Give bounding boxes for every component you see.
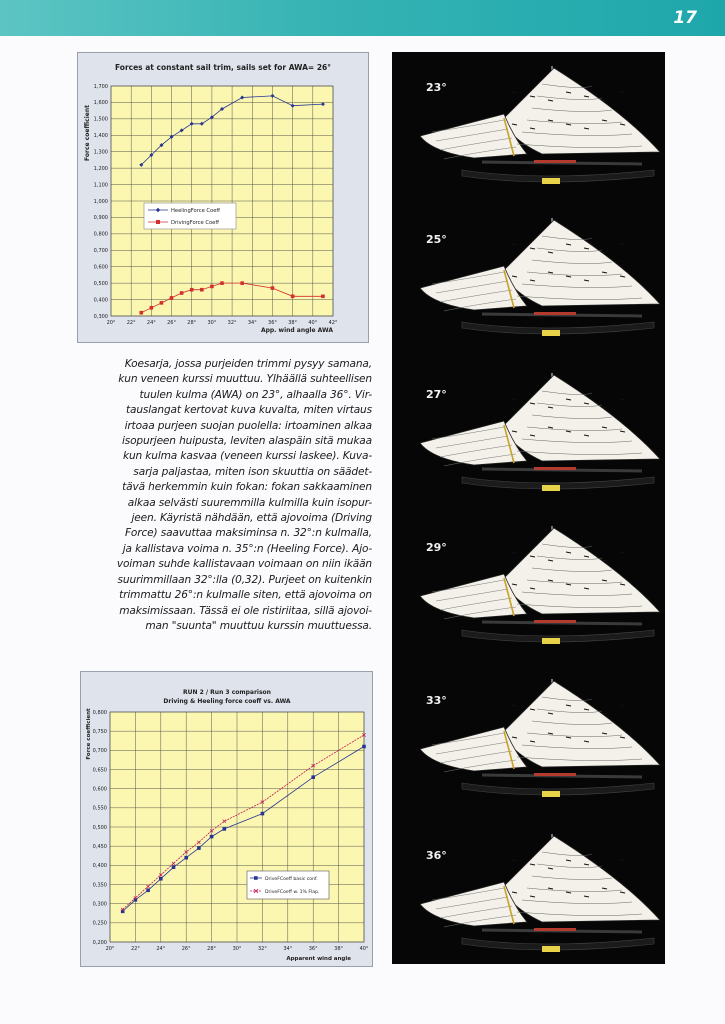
x-tick-label: 36°	[268, 320, 277, 326]
data-point	[159, 877, 163, 881]
chart1-legend	[144, 203, 236, 229]
boom-detail	[534, 773, 576, 776]
tell-tale	[620, 705, 625, 706]
y-tick-label: 1,200	[93, 165, 108, 172]
body-line: alkaa selvästi suuremmilla kulmilla kuin isopur-	[127, 496, 372, 509]
data-point	[197, 846, 201, 850]
x-tick-label: 24°	[146, 320, 156, 326]
x-tick-label: 32°	[257, 946, 267, 952]
data-point	[146, 888, 150, 892]
x-tick-label: 32°	[227, 320, 237, 326]
name-tag	[542, 791, 560, 797]
body-line: Force) saavuttaa maksiminsa n. 32°:n kulmalla,	[124, 527, 372, 540]
data-point	[271, 286, 275, 290]
y-tick-label: 1,700	[93, 83, 108, 90]
x-tick-label: 22°	[130, 946, 140, 952]
sail-model	[420, 834, 660, 952]
y-tick-label: 0,500	[93, 280, 108, 287]
article-body	[114, 357, 372, 634]
data-point	[362, 745, 366, 749]
y-tick-label: 0,200	[92, 939, 107, 946]
x-tick-label: 38°	[288, 320, 298, 326]
data-point	[139, 311, 143, 315]
y-tick-label: 0,250	[92, 920, 107, 927]
x-tick-label: 28°	[187, 320, 197, 326]
x-tick-label: 28°	[207, 946, 217, 952]
body-line: man "suunta" muuttuu kurssin muuttuessa.	[145, 619, 372, 632]
y-tick-label: 0,350	[92, 882, 107, 889]
name-tag	[542, 485, 560, 491]
tell-tale	[620, 399, 625, 400]
y-tick-label: 0,300	[93, 313, 108, 320]
mainsail	[502, 836, 660, 922]
chart-forces-constant-trim	[77, 52, 369, 343]
chart2-legend-basic: DriveFCoeff basic conf.	[265, 877, 318, 882]
angle-label: 23°	[426, 81, 447, 94]
y-tick-label: 0,550	[92, 805, 107, 812]
photo-frame	[392, 512, 665, 652]
data-point	[240, 281, 244, 285]
sail-model-photo	[392, 665, 665, 805]
data-point	[321, 294, 325, 298]
angle-label: 27°	[426, 388, 447, 401]
data-point	[160, 301, 164, 305]
sail-model	[420, 66, 660, 184]
x-tick-label: 20°	[105, 946, 115, 952]
data-point	[223, 827, 227, 831]
body-line: kun kulma kasvaa (veneen kurssi laskee). Kuva-	[122, 450, 372, 463]
tell-tale	[512, 244, 517, 245]
x-tick-label: 30°	[207, 320, 217, 326]
body-line: voiman suhde kallistavaan voimaan on niin ikään	[116, 558, 372, 571]
x-tick-label: 34°	[247, 320, 257, 326]
boom-detail	[534, 620, 576, 623]
y-tick-label: 0,650	[92, 767, 107, 774]
angle-label: 33°	[426, 694, 447, 707]
boom-detail	[534, 312, 576, 315]
y-tick-label: 1,600	[93, 100, 108, 107]
body-line: tävä herkemmin kuin fokan: fokan sakkaaminen	[122, 481, 372, 494]
chart2-title-line1: RUN 2 / Run 3 comparison	[183, 689, 271, 696]
chart2-y-axis-label: Force coefficient	[86, 708, 92, 760]
chart2-svg	[81, 672, 372, 966]
name-tag	[542, 638, 560, 644]
photo-frame	[392, 665, 665, 805]
mainsail	[502, 528, 660, 614]
data-point	[210, 285, 214, 289]
chart2-legend	[247, 871, 329, 899]
mainsail	[502, 681, 660, 767]
body-line: isopurjeen huipusta, leviten alaspäin sitä mukaa	[121, 435, 372, 448]
data-point	[170, 296, 174, 300]
name-tag	[542, 946, 560, 952]
body-line: tuulen kulma (AWA) on 23°, alhaalla 36°. Vir-	[139, 388, 372, 401]
chart2-title-line2: Driving & Heeling force coeff vs. AWA	[163, 698, 291, 705]
chart1-svg	[78, 53, 368, 342]
mainsail	[502, 68, 660, 154]
y-tick-label: 1,500	[93, 116, 108, 123]
sail-model-photo	[392, 820, 665, 960]
chart1-legend-heeling: HeelingForce Coeff	[171, 208, 220, 214]
angle-label: 29°	[426, 541, 447, 554]
photo-frame	[392, 204, 665, 344]
tell-tale	[620, 92, 625, 93]
data-point	[121, 910, 125, 914]
x-tick-label: 34°	[283, 946, 293, 952]
y-tick-label: 0,400	[93, 297, 108, 304]
tell-tale	[512, 552, 517, 553]
body-line: suurimmillaan 32°:lla (0,32). Purjeet on kuitenkin	[117, 573, 372, 586]
y-tick-label: 0,300	[92, 901, 107, 908]
sail-model-photo	[392, 359, 665, 499]
y-tick-label: 1,100	[93, 182, 108, 189]
sail-model-photo	[392, 204, 665, 344]
tell-tale	[512, 860, 517, 861]
y-tick-label: 0,600	[93, 264, 108, 271]
body-line: sarja paljastaa, miten ison skuuttia on säädet-	[133, 465, 372, 478]
photo-frame	[392, 359, 665, 499]
sail-model-photo	[392, 52, 665, 192]
data-point	[184, 856, 188, 860]
chart1-legend-driving: DrivingForce Coeff	[171, 220, 219, 226]
tell-tale	[620, 552, 625, 553]
y-tick-label: 1,300	[93, 149, 108, 156]
y-tick-label: 0,800	[93, 231, 108, 238]
page-number: 17	[673, 8, 697, 28]
x-tick-label: 30°	[232, 946, 242, 952]
tell-tale	[512, 399, 517, 400]
x-tick-label: 38°	[334, 946, 344, 952]
body-line: jeen. Käyristä nähdään, että ajovoima (Driving	[131, 512, 372, 525]
x-tick-label: 24°	[156, 946, 166, 952]
data-point	[220, 281, 224, 285]
sail-model	[420, 526, 660, 644]
tell-tale	[620, 244, 625, 245]
y-tick-label: 0,800	[92, 709, 107, 716]
sail-model-photo	[392, 512, 665, 652]
photo-frame	[392, 52, 665, 192]
x-tick-label: 42°	[328, 320, 338, 326]
name-tag	[542, 330, 560, 336]
tell-tale	[512, 92, 517, 93]
body-line: irtoaa purjeen suojan puolella: irtoaminen alkaa	[124, 419, 372, 432]
body-line: tauslangat kertovat kuva kuvalta, miten virtaus	[125, 404, 372, 417]
y-tick-label: 1,000	[93, 198, 108, 205]
y-tick-label: 1,400	[93, 133, 108, 140]
body-line: maksimissaan. Tässä ei ole ristiriitaa, sillä ajovoi-	[119, 604, 372, 617]
data-point	[180, 291, 184, 295]
x-tick-label: 20°	[106, 320, 116, 326]
mainsail	[502, 375, 660, 461]
y-tick-label: 0,450	[92, 843, 107, 850]
data-point	[200, 288, 204, 292]
data-point	[311, 775, 315, 779]
photo-strip	[392, 52, 665, 964]
photo-frame	[392, 820, 665, 960]
tell-tale	[512, 705, 517, 706]
y-tick-label: 0,700	[92, 748, 107, 755]
angle-label: 36°	[426, 849, 447, 862]
chart1-y-axis-label: Force coefficient	[84, 105, 91, 161]
y-tick-label: 0,700	[93, 248, 108, 255]
angle-label: 25°	[426, 233, 447, 246]
sail-model	[420, 373, 660, 491]
x-tick-label: 26°	[167, 320, 176, 326]
header-band	[0, 0, 725, 36]
sail-model	[420, 679, 660, 797]
boom-detail	[534, 467, 576, 470]
data-point	[291, 294, 295, 298]
name-tag	[542, 178, 560, 184]
boom-detail	[534, 160, 576, 163]
x-tick-label: 22°	[126, 320, 136, 326]
x-tick-label: 26°	[181, 946, 191, 952]
x-tick-label: 36°	[308, 946, 318, 952]
y-tick-label: 0,900	[93, 215, 108, 222]
y-tick-label: 0,400	[92, 863, 107, 870]
data-point	[190, 288, 194, 292]
y-tick-label: 0,600	[92, 786, 107, 793]
boom-detail	[534, 928, 576, 931]
data-point	[172, 865, 176, 869]
tell-tale	[620, 860, 625, 861]
data-point	[261, 812, 265, 816]
x-tick-label: 40°	[359, 946, 369, 952]
data-point	[210, 835, 214, 839]
y-tick-label: 0,500	[92, 824, 107, 831]
body-line: kun veneen kurssi muuttuu. Ylhäällä suhteellisen	[118, 373, 372, 386]
body-line: ja kallistava voima n. 35°:n (Heeling Force). Ajo-	[122, 542, 372, 555]
body-line: Koesarja, jossa purjeiden trimmi pysyy samana,	[124, 358, 372, 370]
data-point	[150, 306, 154, 310]
body-line: trimmattu 26°:n kulmalle siten, että ajovoima on	[119, 589, 372, 602]
y-tick-label: 0,750	[92, 728, 107, 735]
sail-model	[420, 218, 660, 336]
chart1-title: Forces at constant sail trim, sails set for AWA= 26°	[114, 63, 332, 72]
mainsail	[502, 220, 660, 306]
chart-run-comparison	[80, 671, 373, 967]
chart2-legend-flap: DriveFCoeff w. 1% Flap.	[265, 890, 320, 895]
x-tick-label: 40°	[308, 320, 318, 326]
chart2-x-axis-label: Apparent wind angle	[286, 956, 351, 962]
chart1-x-axis-label: App. wind angle AWA	[260, 327, 333, 334]
